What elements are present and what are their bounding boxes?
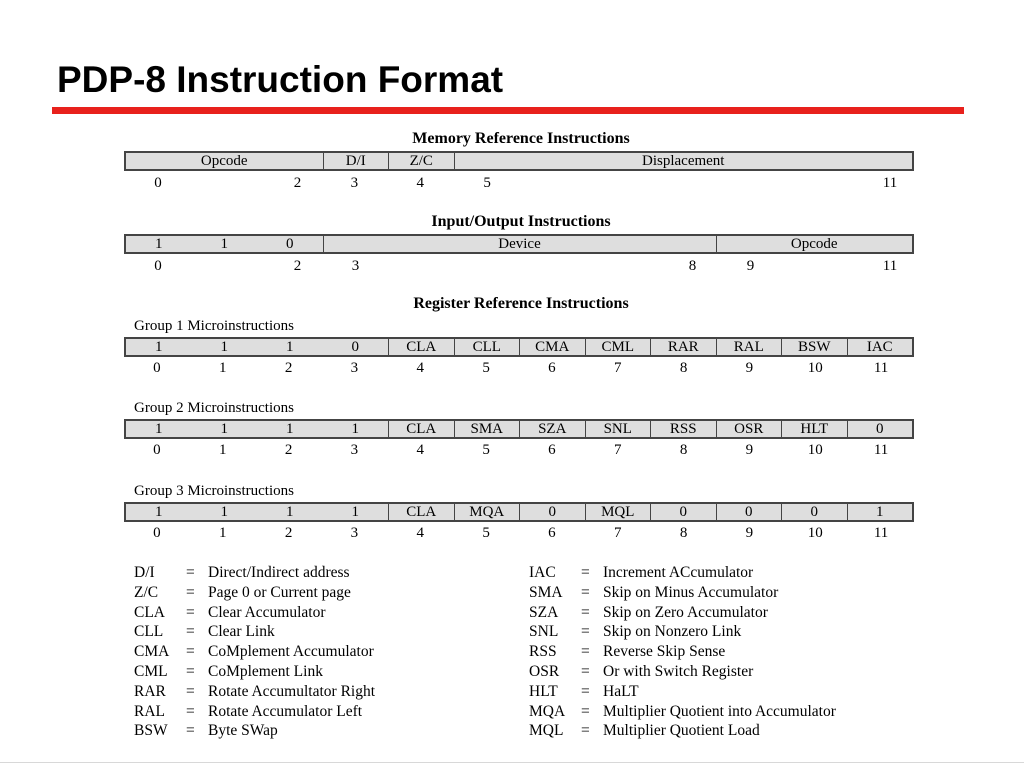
field-displacement: Displacement bbox=[454, 153, 913, 169]
legend-description: Rotate Accumultator Right bbox=[208, 682, 376, 700]
bit-number: 11 bbox=[873, 360, 889, 376]
bit-number: 11 bbox=[873, 525, 889, 541]
bit-number: 8 bbox=[679, 525, 688, 541]
legend-equals: = bbox=[581, 722, 590, 740]
bit-number: 3 bbox=[350, 175, 359, 191]
legend-description: Byte SWap bbox=[208, 722, 278, 740]
legend-row bbox=[134, 662, 375, 682]
bit-number: 0 bbox=[153, 525, 161, 541]
bit-cell: 1 bbox=[155, 339, 163, 355]
group-label: Group 1 Microinstructions bbox=[134, 318, 294, 334]
bit-number: 11 bbox=[882, 175, 898, 191]
legend-description: HaLT bbox=[603, 682, 639, 700]
bit-cell: 0 bbox=[847, 421, 913, 437]
legend-description: Clear Accumulator bbox=[208, 603, 326, 621]
instruction-format-bar bbox=[124, 337, 914, 357]
bit-number: 8 bbox=[679, 442, 688, 458]
legend-description: Increment ACcumulator bbox=[603, 564, 754, 581]
legend-description: Skip on Minus Accumulator bbox=[603, 583, 779, 601]
bit-number: 4 bbox=[416, 525, 424, 541]
legend-equals: = bbox=[186, 564, 195, 581]
bit-cell: SMA bbox=[454, 421, 520, 437]
legend-description: Page 0 or Current page bbox=[208, 583, 351, 601]
legend-abbreviation: MQA bbox=[529, 702, 566, 720]
bit-number: 5 bbox=[482, 360, 490, 376]
instruction-format-bar bbox=[124, 151, 914, 171]
field-1: 1 bbox=[155, 236, 163, 252]
legend-equals: = bbox=[186, 643, 195, 661]
legend-row bbox=[134, 622, 375, 642]
bit-number: 4 bbox=[416, 360, 424, 376]
bit-cell: 1 bbox=[847, 504, 913, 520]
field-opcode: Opcode bbox=[716, 236, 913, 252]
legend-equals: = bbox=[581, 662, 590, 680]
bit-number-row bbox=[124, 441, 914, 459]
bit-cell: 1 bbox=[220, 504, 228, 520]
bit-number: 2 bbox=[284, 525, 293, 541]
bit-number: 10 bbox=[807, 442, 823, 458]
bit-number: 2 bbox=[284, 360, 293, 376]
instruction-format-bar bbox=[124, 502, 914, 522]
legend-abbreviation: RAR bbox=[134, 682, 166, 700]
legend-abbreviation: Z/C bbox=[134, 583, 159, 601]
bit-cell: SZA bbox=[519, 421, 585, 437]
bit-number: 8 bbox=[679, 360, 688, 376]
legend-equals: = bbox=[186, 702, 195, 720]
bit-number: 2 bbox=[293, 258, 302, 274]
legend-row bbox=[529, 702, 836, 722]
legend-equals: = bbox=[186, 603, 195, 621]
legend-abbreviation: SZA bbox=[529, 603, 559, 621]
legend-equals: = bbox=[581, 702, 590, 720]
bit-number: 7 bbox=[614, 525, 622, 541]
legend-description: Rotate Accumulator Left bbox=[208, 702, 363, 720]
bit-number: 9 bbox=[746, 258, 755, 274]
bit-number: 8 bbox=[688, 258, 697, 274]
legend-row bbox=[529, 583, 836, 603]
legend-row bbox=[134, 702, 375, 722]
bit-number: 9 bbox=[745, 360, 754, 376]
bit-number: 4 bbox=[416, 175, 424, 191]
section-title: Register Reference Instructions bbox=[413, 295, 629, 312]
legend-description: CoMplement Link bbox=[208, 662, 323, 680]
legend-abbreviation: OSR bbox=[529, 662, 560, 680]
legend-abbreviation: CML bbox=[134, 662, 168, 680]
bit-number: 5 bbox=[482, 442, 490, 458]
legend-description: Clear Link bbox=[208, 623, 275, 641]
footer-line bbox=[0, 762, 1024, 763]
bit-number-row bbox=[124, 524, 914, 542]
bit-number: 4 bbox=[416, 442, 424, 458]
legend-row bbox=[134, 721, 375, 741]
legend-row bbox=[134, 642, 375, 662]
legend-equals: = bbox=[581, 603, 590, 621]
legend-abbreviation: CLL bbox=[134, 623, 164, 641]
legend-row bbox=[529, 662, 836, 682]
bit-number: 0 bbox=[153, 442, 161, 458]
bit-cell: 1 bbox=[286, 339, 294, 355]
instruction-format-bar bbox=[124, 234, 914, 254]
legend-abbreviation: CLA bbox=[134, 603, 165, 621]
legend-right-column bbox=[529, 563, 836, 741]
legend-equals: = bbox=[581, 682, 590, 700]
legend-equals: = bbox=[186, 682, 195, 700]
bit-number: 10 bbox=[807, 360, 823, 376]
legend-abbreviation: SMA bbox=[529, 583, 563, 601]
section-title: Input/Output Instructions bbox=[431, 213, 611, 230]
bit-cell: 1 bbox=[286, 421, 294, 437]
field-d-i: D/I bbox=[323, 153, 389, 169]
legend-equals: = bbox=[581, 623, 590, 641]
legend-left-column bbox=[134, 563, 375, 741]
bit-cell: BSW bbox=[781, 339, 847, 355]
legend-row bbox=[134, 563, 375, 583]
legend-equals: = bbox=[186, 662, 195, 680]
bit-cell: CLA bbox=[388, 421, 454, 437]
bit-cell: 1 bbox=[286, 504, 294, 520]
legend-description: Skip on Zero Accumulator bbox=[603, 603, 768, 621]
bit-number: 9 bbox=[745, 525, 754, 541]
bit-cell: 0 bbox=[650, 504, 716, 520]
bit-cell: 1 bbox=[155, 421, 163, 437]
bit-cell: 0 bbox=[716, 504, 782, 520]
legend-abbreviation: IAC bbox=[529, 564, 556, 581]
legend-equals: = bbox=[186, 623, 195, 641]
bit-number: 9 bbox=[745, 442, 754, 458]
legend-description: CoMplement Accumulator bbox=[208, 643, 374, 661]
bit-number: 2 bbox=[284, 442, 293, 458]
bit-number-row bbox=[124, 174, 914, 192]
legend-row bbox=[529, 603, 836, 623]
legend-equals: = bbox=[186, 583, 195, 601]
bit-number-row bbox=[124, 257, 914, 275]
bit-cell: RSS bbox=[650, 421, 716, 437]
bit-number: 5 bbox=[483, 175, 491, 191]
bit-cell: CLA bbox=[388, 339, 454, 355]
group-label: Group 3 Microinstructions bbox=[134, 483, 294, 499]
field-0: 0 bbox=[286, 236, 294, 252]
bit-cell: OSR bbox=[716, 421, 782, 437]
bit-cell: SNL bbox=[585, 421, 651, 437]
legend-description: Multiplier Quotient into Accumulator bbox=[603, 702, 836, 720]
bit-cell: HLT bbox=[781, 421, 847, 437]
bit-number: 1 bbox=[219, 442, 227, 458]
bit-number-row bbox=[124, 359, 914, 377]
bit-cell: CMA bbox=[519, 339, 585, 355]
bit-cell: 1 bbox=[351, 421, 359, 437]
bit-number: 7 bbox=[614, 360, 622, 376]
bit-number: 6 bbox=[548, 525, 556, 541]
bit-cell: IAC bbox=[847, 339, 913, 355]
group-label: Group 2 Microinstructions bbox=[134, 400, 294, 416]
field-device: Device bbox=[323, 236, 716, 252]
field-opcode: Opcode bbox=[200, 153, 248, 169]
legend-abbreviation: RAL bbox=[134, 702, 165, 720]
bit-number: 1 bbox=[219, 360, 227, 376]
bit-cell: CML bbox=[585, 339, 651, 355]
legend-description: Or with Switch Register bbox=[603, 662, 754, 680]
bit-cell: MQL bbox=[585, 504, 651, 520]
legend-abbreviation: MQL bbox=[529, 722, 564, 740]
bit-number: 0 bbox=[154, 258, 162, 274]
bit-cell: CLL bbox=[454, 339, 520, 355]
bit-number: 7 bbox=[614, 442, 622, 458]
field-1: 1 bbox=[220, 236, 228, 252]
bit-cell: RAL bbox=[716, 339, 782, 355]
bit-number: 3 bbox=[350, 525, 359, 541]
bit-number: 3 bbox=[350, 360, 359, 376]
bit-number: 0 bbox=[154, 175, 162, 191]
legend-abbreviation: D/I bbox=[134, 564, 155, 581]
legend-row bbox=[529, 622, 836, 642]
legend-equals: = bbox=[581, 583, 590, 601]
bit-cell: RAR bbox=[650, 339, 716, 355]
legend-abbreviation: HLT bbox=[529, 682, 558, 700]
bit-number: 11 bbox=[873, 442, 889, 458]
bit-cell: 0 bbox=[351, 339, 359, 355]
field-z-c: Z/C bbox=[388, 153, 454, 169]
legend-abbreviation: CMA bbox=[134, 643, 170, 661]
legend-description: Multiplier Quotient Load bbox=[603, 722, 760, 740]
bit-cell: 0 bbox=[781, 504, 847, 520]
bit-number: 6 bbox=[548, 360, 556, 376]
legend-abbreviation: RSS bbox=[529, 643, 557, 661]
legend-row bbox=[529, 563, 836, 583]
bit-number: 0 bbox=[153, 360, 161, 376]
legend-equals: = bbox=[581, 564, 590, 581]
legend-row bbox=[134, 583, 375, 603]
bit-cell: 1 bbox=[220, 421, 228, 437]
legend-description: Direct/Indirect address bbox=[208, 564, 350, 581]
legend-row bbox=[529, 642, 836, 662]
legend-row bbox=[134, 682, 375, 702]
legend-equals: = bbox=[186, 722, 195, 740]
legend-description: Skip on Nonzero Link bbox=[603, 623, 742, 641]
bit-number: 10 bbox=[807, 525, 823, 541]
legend-row bbox=[529, 682, 836, 702]
legend-row bbox=[134, 603, 375, 623]
bit-cell: 1 bbox=[155, 504, 163, 520]
bit-cell: CLA bbox=[388, 504, 454, 520]
bit-number: 1 bbox=[219, 525, 227, 541]
bit-number: 6 bbox=[548, 442, 556, 458]
bit-cell: 1 bbox=[351, 504, 359, 520]
legend-abbreviation: SNL bbox=[529, 623, 559, 641]
bit-number: 11 bbox=[882, 258, 898, 274]
bit-cell: MQA bbox=[454, 504, 520, 520]
instruction-format-bar bbox=[124, 419, 914, 439]
bit-number: 5 bbox=[482, 525, 490, 541]
legend-abbreviation: BSW bbox=[134, 722, 168, 740]
section-title: Memory Reference Instructions bbox=[412, 130, 630, 147]
slide-title: PDP-8 Instruction Format bbox=[57, 59, 504, 100]
legend-equals: = bbox=[581, 643, 590, 661]
bit-number: 3 bbox=[350, 442, 359, 458]
legend-description: Reverse Skip Sense bbox=[603, 643, 726, 661]
legend-row bbox=[529, 721, 836, 741]
bit-cell: 1 bbox=[220, 339, 228, 355]
bit-cell: 0 bbox=[519, 504, 585, 520]
bit-number: 3 bbox=[351, 258, 360, 274]
bit-number: 2 bbox=[293, 175, 302, 191]
